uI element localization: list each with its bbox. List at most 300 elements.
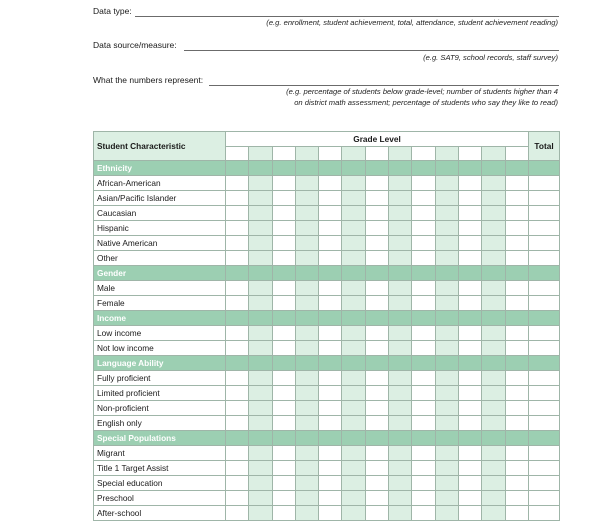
grade-cell[interactable] [435,401,458,416]
grade-cell[interactable] [226,281,249,296]
grade-cell[interactable] [412,341,435,356]
grade-cell[interactable] [505,206,528,221]
grade-cell[interactable] [319,491,342,506]
grade-cell[interactable] [389,461,412,476]
grade-cell[interactable] [319,341,342,356]
grade-cell[interactable] [458,221,481,236]
grade-cell[interactable] [482,341,505,356]
total-cell[interactable] [529,506,560,521]
grade-cell[interactable] [505,446,528,461]
grade-cell[interactable] [365,461,388,476]
grade-cell[interactable] [389,191,412,206]
grade-cell[interactable] [249,236,272,251]
grade-cell[interactable] [412,371,435,386]
grade-cell[interactable] [272,221,295,236]
grade-cell[interactable] [249,191,272,206]
grade-cell[interactable] [389,371,412,386]
grade-cell[interactable] [505,386,528,401]
grade-cell[interactable] [342,476,365,491]
total-cell[interactable] [529,401,560,416]
total-cell[interactable] [529,386,560,401]
grade-cell[interactable] [482,461,505,476]
grade-cell[interactable] [389,401,412,416]
data-source-line[interactable] [184,50,559,51]
grade-cell[interactable] [272,491,295,506]
grade-cell[interactable] [365,236,388,251]
grade-cell[interactable] [435,341,458,356]
grade-cell[interactable] [505,191,528,206]
grade-cell[interactable] [249,446,272,461]
total-cell[interactable] [529,206,560,221]
total-cell[interactable] [529,371,560,386]
grade-cell[interactable] [389,296,412,311]
grade-cell[interactable] [342,446,365,461]
grade-cell[interactable] [226,476,249,491]
grade-cell[interactable] [435,371,458,386]
grade-cell[interactable] [295,221,318,236]
grade-cell[interactable] [272,401,295,416]
grade-cell[interactable] [365,326,388,341]
grade-cell[interactable] [342,326,365,341]
grade-cell[interactable] [365,506,388,521]
grade-cell[interactable] [249,461,272,476]
grade-cell[interactable] [365,281,388,296]
grade-cell[interactable] [272,206,295,221]
grade-cell[interactable] [319,221,342,236]
grade-cell[interactable] [435,281,458,296]
grade-cell[interactable] [295,281,318,296]
grade-cell[interactable] [226,176,249,191]
grade-cell[interactable] [482,386,505,401]
total-cell[interactable] [529,416,560,431]
grade-column-header[interactable] [226,147,249,161]
grade-cell[interactable] [482,476,505,491]
grade-column-header[interactable] [319,147,342,161]
category-cell [226,431,249,446]
grade-cell[interactable] [342,416,365,431]
grade-cell[interactable] [435,236,458,251]
grade-cell[interactable] [249,371,272,386]
total-cell[interactable] [529,191,560,206]
table-row [94,341,560,356]
grade-cell[interactable] [365,416,388,431]
grade-cell[interactable] [365,371,388,386]
grade-cell[interactable] [435,461,458,476]
grade-cell[interactable] [226,341,249,356]
grade-cell[interactable] [295,401,318,416]
grade-cell[interactable] [505,461,528,476]
grade-cell[interactable] [226,446,249,461]
grade-cell[interactable] [272,446,295,461]
grade-cell[interactable] [412,281,435,296]
grade-cell[interactable] [226,461,249,476]
grade-cell[interactable] [226,401,249,416]
grade-cell[interactable] [482,326,505,341]
grade-cell[interactable] [435,326,458,341]
grade-cell[interactable] [342,206,365,221]
grade-cell[interactable] [319,476,342,491]
grade-cell[interactable] [505,491,528,506]
grade-cell[interactable] [319,371,342,386]
grade-cell[interactable] [482,416,505,431]
grade-cell[interactable] [342,401,365,416]
grade-cell[interactable] [389,416,412,431]
grade-cell[interactable] [412,251,435,266]
grade-cell[interactable] [295,176,318,191]
grade-cell[interactable] [458,341,481,356]
grade-cell[interactable] [295,326,318,341]
category-cell [529,161,560,176]
grade-cell[interactable] [435,476,458,491]
grade-cell[interactable] [389,326,412,341]
grade-cell[interactable] [295,236,318,251]
grade-cell[interactable] [458,491,481,506]
grade-cell[interactable] [412,491,435,506]
grade-cell[interactable] [249,176,272,191]
grade-cell[interactable] [226,251,249,266]
grade-cell[interactable] [435,206,458,221]
grade-cell[interactable] [226,191,249,206]
data-type-hint: (e.g. enrollment, student achievement, total, attendance, student achievement reading) [266,18,558,27]
grade-cell[interactable] [342,236,365,251]
grade-cell[interactable] [319,176,342,191]
grade-cell[interactable] [505,341,528,356]
grade-cell[interactable] [458,251,481,266]
grade-cell[interactable] [389,386,412,401]
grade-cell[interactable] [505,251,528,266]
grade-cell[interactable] [319,296,342,311]
grade-cell[interactable] [458,401,481,416]
grade-cell[interactable] [389,251,412,266]
grade-cell[interactable] [272,386,295,401]
grade-cell[interactable] [342,176,365,191]
grade-cell[interactable] [295,191,318,206]
grade-cell[interactable] [319,416,342,431]
grade-cell[interactable] [389,281,412,296]
grade-cell[interactable] [226,371,249,386]
total-cell[interactable] [529,176,560,191]
grade-cell[interactable] [412,461,435,476]
grade-cell[interactable] [342,461,365,476]
grade-cell[interactable] [412,176,435,191]
grade-cell[interactable] [482,176,505,191]
grade-cell[interactable] [389,221,412,236]
grade-cell[interactable] [482,446,505,461]
grade-cell[interactable] [458,446,481,461]
grade-cell[interactable] [342,371,365,386]
grade-cell[interactable] [365,491,388,506]
grade-cell[interactable] [319,326,342,341]
category-label: Ethnicity [94,161,226,176]
grade-cell[interactable] [482,296,505,311]
grade-cell[interactable] [482,251,505,266]
grade-cell[interactable] [365,206,388,221]
grade-cell[interactable] [295,341,318,356]
grade-cell[interactable] [342,386,365,401]
grade-cell[interactable] [272,236,295,251]
grade-cell[interactable] [482,236,505,251]
grade-cell[interactable] [295,506,318,521]
grade-cell[interactable] [319,251,342,266]
grade-cell[interactable] [505,236,528,251]
grade-cell[interactable] [389,236,412,251]
grade-cell[interactable] [505,221,528,236]
total-cell[interactable] [529,341,560,356]
grade-cell[interactable] [272,371,295,386]
grade-cell[interactable] [412,476,435,491]
grade-cell[interactable] [505,281,528,296]
grade-cell[interactable] [435,221,458,236]
table-row [94,461,560,476]
total-cell[interactable] [529,236,560,251]
grade-cell[interactable] [295,416,318,431]
grade-cell[interactable] [412,401,435,416]
grade-cell[interactable] [249,281,272,296]
grade-cell[interactable] [272,191,295,206]
grade-cell[interactable] [412,416,435,431]
total-cell[interactable] [529,326,560,341]
grade-cell[interactable] [458,326,481,341]
grade-cell[interactable] [389,476,412,491]
grade-cell[interactable] [505,401,528,416]
grade-cell[interactable] [295,251,318,266]
grade-cell[interactable] [226,206,249,221]
grade-cell[interactable] [458,176,481,191]
grade-cell[interactable] [412,386,435,401]
grade-cell[interactable] [458,296,481,311]
grade-cell[interactable] [412,326,435,341]
grade-cell[interactable] [226,506,249,521]
grade-cell[interactable] [342,491,365,506]
grade-cell[interactable] [505,371,528,386]
grade-cell[interactable] [319,461,342,476]
grade-cell[interactable] [319,206,342,221]
grade-cell[interactable] [435,386,458,401]
grade-cell[interactable] [412,191,435,206]
grade-cell[interactable] [458,476,481,491]
grade-cell[interactable] [458,281,481,296]
grade-cell[interactable] [295,206,318,221]
grade-cell[interactable] [435,416,458,431]
grade-cell[interactable] [249,386,272,401]
grade-cell[interactable] [435,491,458,506]
grade-cell[interactable] [226,386,249,401]
category-cell [505,266,528,281]
grade-cell[interactable] [435,296,458,311]
grade-cell[interactable] [389,491,412,506]
grade-cell[interactable] [272,341,295,356]
category-cell [389,161,412,176]
category-cell [435,356,458,371]
grade-cell[interactable] [319,281,342,296]
grade-cell[interactable] [319,506,342,521]
grade-cell[interactable] [319,236,342,251]
grade-cell[interactable] [412,446,435,461]
category-cell [435,161,458,176]
grade-cell[interactable] [249,326,272,341]
grade-cell[interactable] [249,296,272,311]
grade-cell[interactable] [272,296,295,311]
grade-cell[interactable] [319,446,342,461]
grade-cell[interactable] [389,446,412,461]
category-row [94,266,560,281]
grade-cell[interactable] [249,401,272,416]
grade-cell[interactable] [458,416,481,431]
table-row [94,401,560,416]
grade-cell[interactable] [342,506,365,521]
grade-cell[interactable] [295,491,318,506]
grade-cell[interactable] [226,236,249,251]
grade-column-header[interactable] [342,147,365,161]
category-cell [365,311,388,326]
total-cell[interactable] [529,476,560,491]
grade-cell[interactable] [342,221,365,236]
grade-column-header[interactable] [505,147,528,161]
grade-cell[interactable] [435,506,458,521]
grade-cell[interactable] [272,281,295,296]
grade-column-header[interactable] [458,147,481,161]
grade-cell[interactable] [226,296,249,311]
grade-cell[interactable] [458,461,481,476]
grade-column-header[interactable] [412,147,435,161]
header-grade-level: Grade Level [226,132,529,147]
grade-cell[interactable] [226,416,249,431]
grade-cell[interactable] [342,341,365,356]
grade-cell[interactable] [412,221,435,236]
grade-cell[interactable] [389,176,412,191]
grade-cell[interactable] [412,236,435,251]
grade-cell[interactable] [482,401,505,416]
category-cell [295,266,318,281]
grade-cell[interactable] [249,416,272,431]
category-cell [319,431,342,446]
grade-cell[interactable] [505,476,528,491]
grade-cell[interactable] [272,476,295,491]
grade-cell[interactable] [482,221,505,236]
total-cell[interactable] [529,281,560,296]
total-cell[interactable] [529,296,560,311]
grade-cell[interactable] [272,416,295,431]
grade-cell[interactable] [295,386,318,401]
grade-cell[interactable] [435,251,458,266]
grade-column-header[interactable] [249,147,272,161]
grade-cell[interactable] [272,326,295,341]
grade-cell[interactable] [249,491,272,506]
grade-cell[interactable] [389,206,412,221]
grade-cell[interactable] [272,176,295,191]
grade-cell[interactable] [295,296,318,311]
grade-cell[interactable] [295,446,318,461]
grade-column-header[interactable] [272,147,295,161]
grade-cell[interactable] [482,371,505,386]
grade-column-header[interactable] [389,147,412,161]
row-label: Caucasian [94,206,226,221]
grade-cell[interactable] [226,326,249,341]
grade-column-header[interactable] [295,147,318,161]
grade-cell[interactable] [435,176,458,191]
grade-cell[interactable] [249,206,272,221]
grade-cell[interactable] [389,341,412,356]
total-cell[interactable] [529,251,560,266]
grade-column-header[interactable] [435,147,458,161]
grade-cell[interactable] [435,191,458,206]
grade-cell[interactable] [435,446,458,461]
grade-cell[interactable] [482,191,505,206]
grade-cell[interactable] [482,506,505,521]
grade-cell[interactable] [226,491,249,506]
grade-cell[interactable] [389,506,412,521]
grade-column-header[interactable] [482,147,505,161]
grade-cell[interactable] [482,281,505,296]
grade-cell[interactable] [319,191,342,206]
total-cell[interactable] [529,446,560,461]
grade-cell[interactable] [505,506,528,521]
grade-cell[interactable] [272,461,295,476]
grade-cell[interactable] [319,386,342,401]
total-cell[interactable] [529,221,560,236]
grade-cell[interactable] [365,446,388,461]
grade-cell[interactable] [249,341,272,356]
grade-cell[interactable] [458,506,481,521]
grade-cell[interactable] [342,251,365,266]
grade-cell[interactable] [226,221,249,236]
grade-cell[interactable] [365,191,388,206]
grade-cell[interactable] [505,326,528,341]
category-cell [226,311,249,326]
category-cell [272,431,295,446]
grade-cell[interactable] [458,236,481,251]
category-cell [458,431,481,446]
grade-cell[interactable] [249,476,272,491]
grade-cell[interactable] [458,206,481,221]
grade-cell[interactable] [365,341,388,356]
grade-cell[interactable] [295,461,318,476]
grade-cell[interactable] [458,191,481,206]
grade-cell[interactable] [365,386,388,401]
grade-cell[interactable] [505,416,528,431]
grade-cell[interactable] [365,296,388,311]
grade-cell[interactable] [319,401,342,416]
grade-cell[interactable] [249,506,272,521]
grade-cell[interactable] [458,371,481,386]
grade-cell[interactable] [412,296,435,311]
grade-cell[interactable] [342,281,365,296]
grade-cell[interactable] [365,251,388,266]
grade-cell[interactable] [342,191,365,206]
grade-cell[interactable] [249,221,272,236]
grade-cell[interactable] [272,251,295,266]
grade-cell[interactable] [365,401,388,416]
grade-column-header[interactable] [365,147,388,161]
grade-cell[interactable] [365,221,388,236]
grade-cell[interactable] [505,296,528,311]
grade-cell[interactable] [412,506,435,521]
grade-cell[interactable] [342,296,365,311]
grade-cell[interactable] [365,476,388,491]
grade-cell[interactable] [482,206,505,221]
grade-cell[interactable] [365,176,388,191]
total-cell[interactable] [529,461,560,476]
total-cell[interactable] [529,491,560,506]
grade-cell[interactable] [458,386,481,401]
grade-cell[interactable] [249,251,272,266]
grade-cell[interactable] [412,206,435,221]
grade-cell[interactable] [482,491,505,506]
grade-cell[interactable] [505,176,528,191]
grade-cell[interactable] [295,371,318,386]
grade-cell[interactable] [295,476,318,491]
grade-cell[interactable] [272,506,295,521]
